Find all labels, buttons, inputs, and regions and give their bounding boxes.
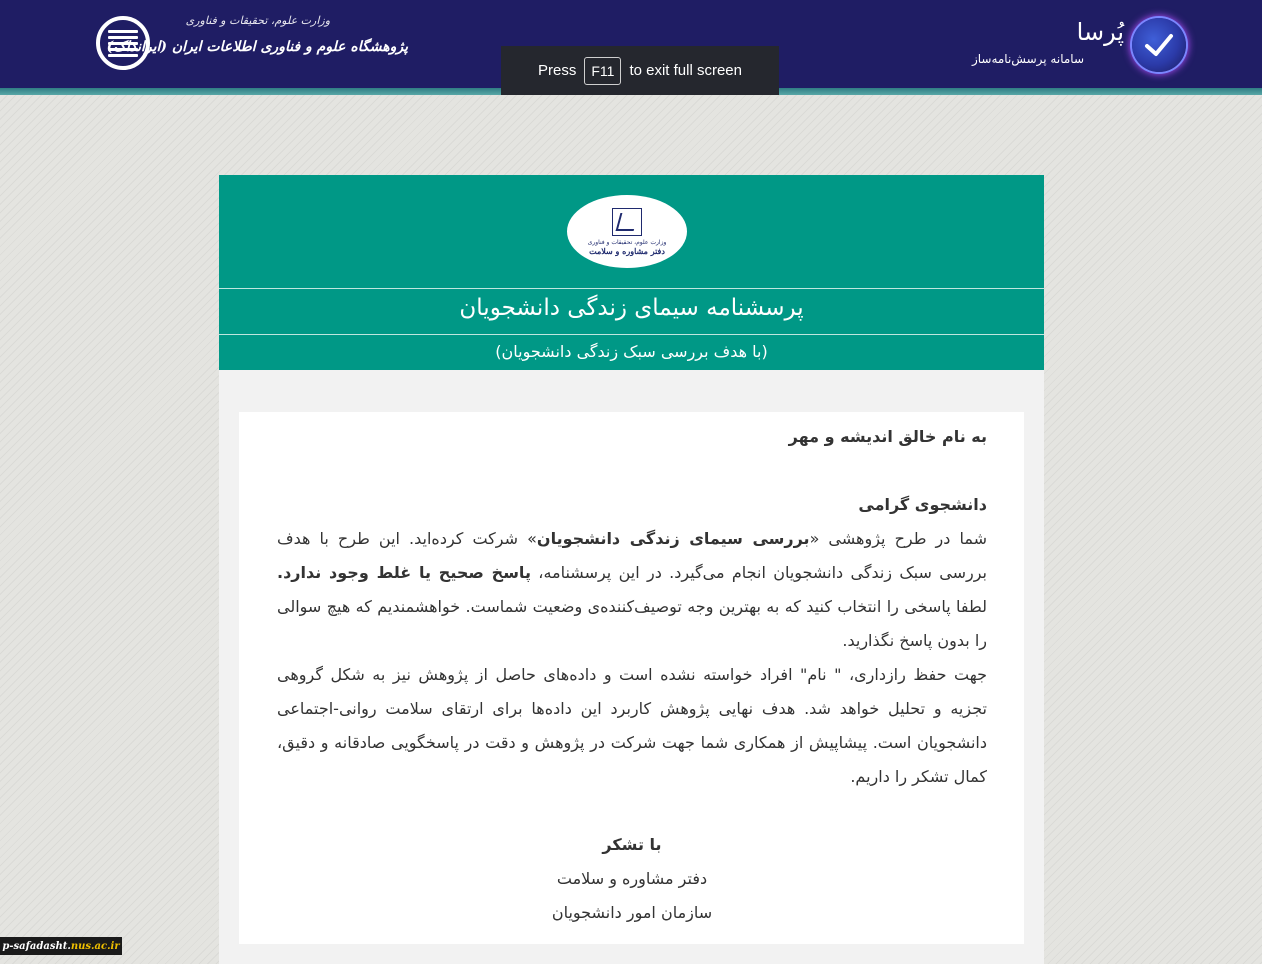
thanks-text: با تشکر — [602, 835, 662, 854]
intro-paragraph-1 — [277, 522, 987, 658]
signature-organization: سازمان امور دانشجویان — [551, 903, 713, 922]
header-divider — [219, 288, 1044, 289]
p1-text-c: لطفا پاسخی را انتخاب کنید که به بهترین وجه توصیف‌کننده‌ی وضعیت شماست. خواهشمندیم که هیچ سوالی را بدون پاسخ نگذارید. — [277, 597, 987, 650]
emblem-office-text: دفتر مشاوره و سلامت — [589, 245, 665, 256]
p1-bold-study-name: بررسی سیمای زندگی دانشجویان — [536, 529, 810, 548]
porsa-check-logo-icon[interactable] — [1132, 18, 1186, 72]
banner-rest-text: to exit full screen — [629, 62, 742, 79]
site-watermark — [0, 937, 122, 955]
fullscreen-exit-banner — [501, 46, 779, 95]
intro-panel — [239, 412, 1024, 944]
survey-title: پرسشنامه سیمای زندگی دانشجویان — [459, 295, 804, 321]
survey-header — [219, 175, 1044, 370]
irandoc-ministry-text: وزارت علوم، تحقیقات و فناوری — [185, 14, 330, 27]
f11-key: F11 — [584, 57, 621, 85]
student-affairs-emblem — [567, 195, 687, 268]
watermark-text-a: p-safadasht. — [2, 940, 71, 952]
banner-press-text: Press — [538, 62, 577, 79]
header-divider — [219, 334, 1044, 335]
app-name[interactable]: پُرسا — [1076, 18, 1124, 46]
app-subtitle: سامانه پرسش‌نامه‌ساز — [971, 52, 1084, 66]
salutation-text: دانشجوی گرامی — [858, 495, 987, 514]
survey-body — [219, 370, 1044, 964]
p1-text-b: » شرکت کرده‌اید. این طرح با هدف بررسی سبک زندگی دانشجویان انجام می‌گیرد. در این پرسشنامه، — [277, 529, 987, 582]
survey-subtitle: (با هدف بررسی سبک زندگی دانشجویان) — [495, 342, 768, 361]
p1-bold-no-right-wrong: پاسخ صحیح یا غلط وجود ندارد. — [277, 563, 531, 582]
intro-paragraph-2: جهت حفظ رازداری، " نام" افراد خواسته نشده است و داده‌های حاصل از پژوهش نیز به شکل گروهی تجزیه و تحلیل خواهد شد. هدف نهایی پژوهش کاربرد این داده‌ها برای ارتقای سلامت روانی-اجتماعی دانشجویان است. پیشاپیش از همکاری شما جهت شرکت در پژوهش و دقت در پاسخگویی صادقانه و دقیق، کمال تشکر را داریم. — [277, 665, 987, 786]
irandoc-name-text: پژوهشگاه علوم و فناوری اطلاعات ایران (ایرانداک) — [106, 39, 408, 55]
p1-text-a: شما در طرح پژوهشی « — [809, 529, 988, 548]
irandoc-title[interactable] — [106, 14, 408, 74]
intro-text — [277, 420, 987, 930]
emblem-calligraphy-icon — [612, 208, 642, 236]
watermark-text-b: nus.ac.ir — [70, 940, 120, 952]
greeting-text: به نام خالق اندیشه و مهر — [788, 427, 987, 446]
emblem-ministry-text: وزارت علوم، تحقیقات و فناوری — [587, 238, 667, 246]
signature-office: دفتر مشاوره و سلامت — [556, 869, 708, 888]
